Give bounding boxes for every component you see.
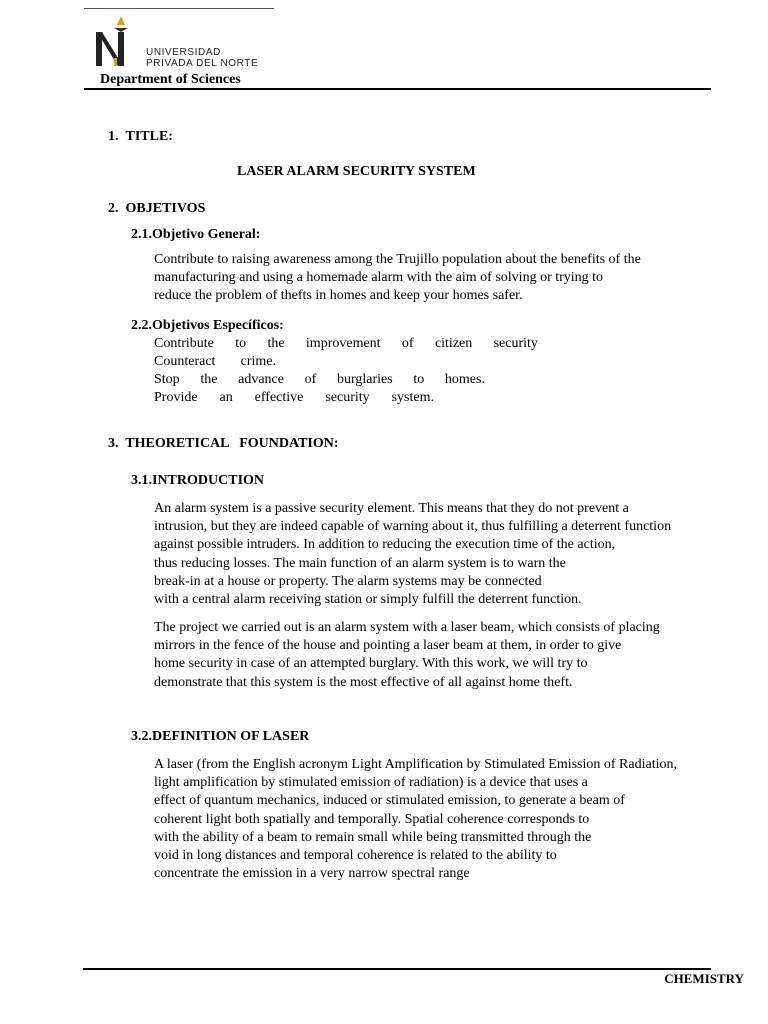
paragraph-line: The project we carried out is an alarm system with a laser beam, which consists of placing: [154, 620, 660, 635]
objective-item: [154, 354, 276, 370]
word: crime.: [240, 354, 276, 369]
paragraph-line: mirrors in the fence of the house and pointing a laser beam at them, in order to give: [154, 638, 622, 654]
section-2-title: OBJETIVOS: [125, 201, 206, 216]
word: effective: [254, 390, 304, 405]
university-line-2: PRIVADA DEL NORTE: [146, 58, 259, 69]
university-name: [146, 47, 258, 69]
footer-label: CHEMISTRY: [664, 971, 744, 986]
university-line-1: UNIVERSIDAD: [146, 47, 221, 58]
section-3-1-paragraph-1: [154, 500, 671, 609]
paragraph-line: home security in case of an attempted burglary. With this work, we will try to: [154, 656, 588, 672]
header-rule: [84, 88, 711, 90]
section-3-1-paragraph-2: [154, 619, 660, 692]
paragraph-line: intrusion, but they are indeed capable of warning about it, thus fulfilling a deterrent function: [154, 519, 672, 535]
paragraph-line: A laser (from the English acronym Light Amplification by Stimulated Emission of Radiation,: [154, 757, 677, 772]
word: of: [304, 372, 317, 387]
section-3-number: 3.: [108, 436, 119, 451]
paragraph-line: against possible intruders. In addition to reducing the execution time of the action,: [154, 537, 616, 553]
paragraph-line: effect of quantum mechanics, induced or stimulated emission, to generate a beam of: [154, 793, 625, 809]
paragraph-line: reduce the problem of thefts in homes and keep your homes safer.: [154, 288, 523, 304]
paragraph-line: break-in at a house or property. The alarm systems may be connected: [154, 573, 542, 589]
paragraph-line: light amplification by stimulated emission of radiation) is a device that uses a: [154, 775, 588, 791]
section-2-1-heading: 2.1.Objetivo General:: [131, 227, 261, 242]
footer-rule: [83, 968, 711, 970]
objective-item: [154, 390, 434, 406]
word: of: [401, 336, 414, 351]
word: the: [200, 372, 218, 387]
objective-item: [154, 336, 538, 352]
word: burglaries: [336, 372, 393, 387]
word: system.: [391, 390, 434, 405]
section-2-number: 2.: [108, 201, 119, 216]
paragraph-line: void in long distances and temporal coherence is related to the ability to: [154, 848, 557, 864]
word: improvement: [305, 336, 381, 351]
paragraph-line: with a central alarm receiving station or simply fulfill the deterrent function.: [154, 592, 582, 608]
section-1-title: TITLE:: [125, 129, 173, 144]
paragraph-line: manufacturing and using a homemade alarm with the aim of solving or trying to: [154, 270, 604, 286]
department-name: Department of Sciences: [100, 72, 241, 87]
objective-item: [154, 372, 485, 388]
word: security: [325, 390, 370, 405]
section-2-1-paragraph: [154, 251, 641, 306]
word: Counteract: [154, 354, 216, 369]
header-top-rule: [84, 8, 274, 9]
word: Contribute: [154, 336, 214, 351]
section-3-1-heading: 3.1.INTRODUCTION: [131, 473, 265, 488]
section-3-2-paragraph: [154, 756, 677, 883]
word: to: [413, 372, 425, 387]
word: Stop: [154, 372, 180, 387]
paragraph-line: Contribute to raising awareness among the Trujillo population about the benefits of the: [154, 252, 641, 267]
section-1-heading: [108, 129, 173, 145]
paragraph-line: thus reducing losses. The main function of an alarm system is to warn the: [154, 555, 566, 571]
section-1-number: 1.: [108, 129, 119, 144]
word: the: [267, 336, 285, 351]
paragraph-line: with the ability of a beam to remain small while being transmitted through the: [154, 829, 592, 845]
section-2-2-heading: 2.2.Objetivos Específicos:: [131, 318, 284, 333]
document-title: LASER ALARM SECURITY SYSTEM: [237, 164, 476, 179]
word: Provide: [154, 390, 198, 405]
word: citizen: [434, 336, 473, 351]
university-logo: [92, 14, 132, 72]
word: advance: [238, 372, 284, 387]
word: security: [493, 336, 538, 351]
paragraph-line: coherent light both spatially and temporally. Spatial coherence corresponds to: [154, 811, 590, 827]
section-3-2-heading: 3.2.DEFINITION OF LASER: [131, 729, 310, 744]
paragraph-line: An alarm system is a passive security element. This means that they do not prevent a: [154, 501, 629, 516]
word: homes.: [444, 372, 485, 387]
paragraph-line: concentrate the emission in a very narrow spectral range: [154, 866, 470, 882]
section-2-heading: [108, 201, 205, 217]
word: to: [235, 336, 247, 351]
section-3-heading: [108, 436, 339, 452]
section-3-title: THEORETICAL FOUNDATION:: [125, 436, 339, 451]
word: an: [219, 390, 233, 405]
paragraph-line: demonstrate that this system is the most effective of all against home theft.: [154, 674, 573, 690]
